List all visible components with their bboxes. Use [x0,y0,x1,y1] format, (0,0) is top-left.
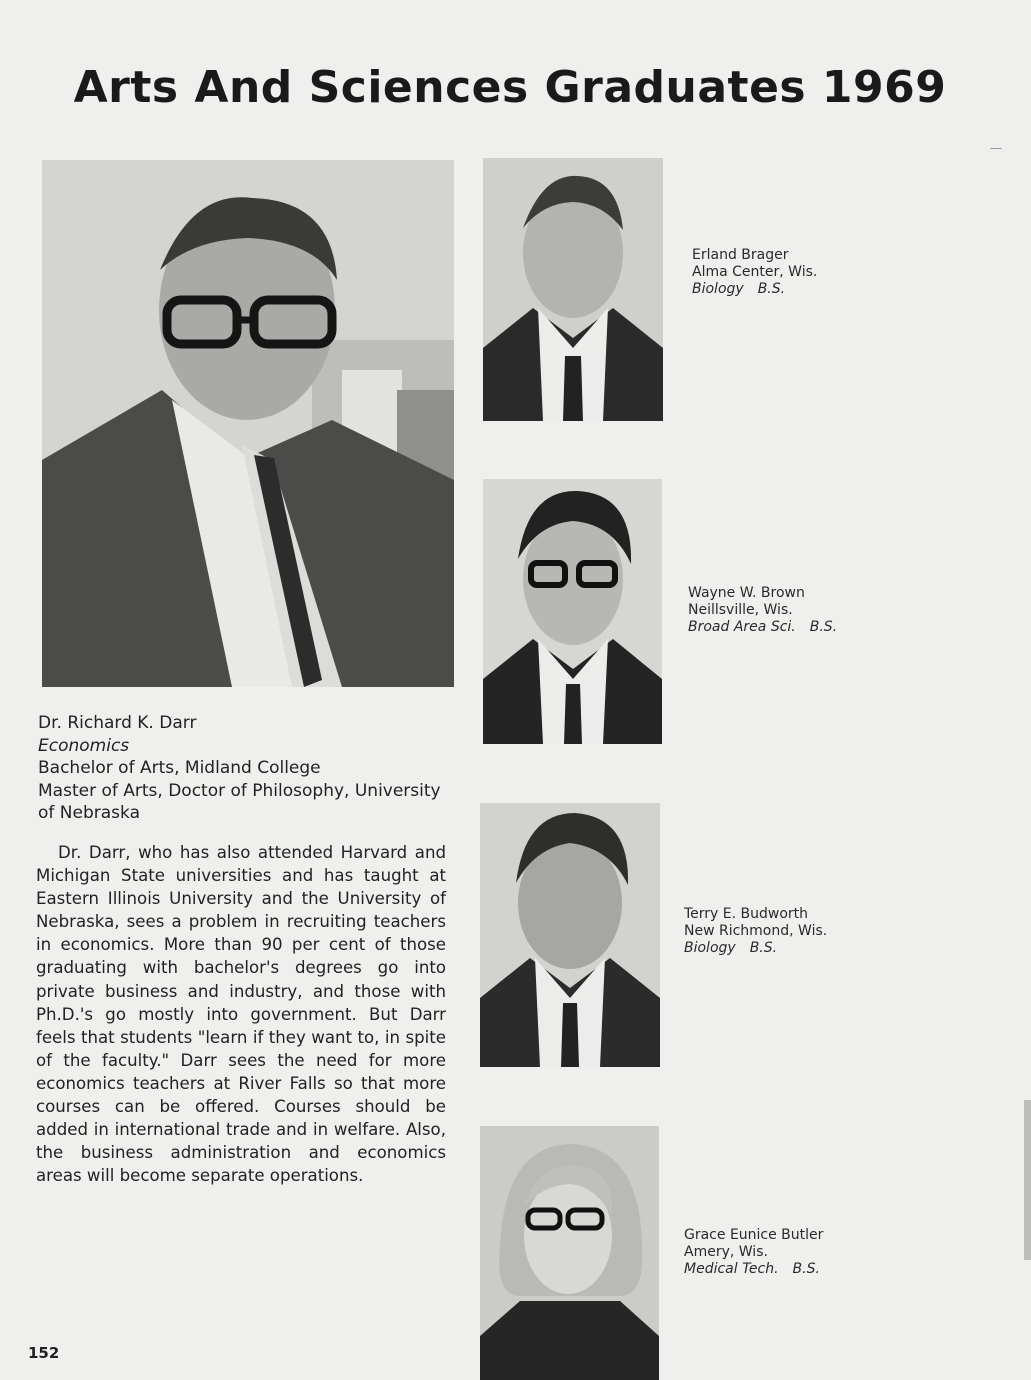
graduate-caption-3 [684,906,827,957]
graduate-photo-1 [483,158,663,421]
graduate-major: Biology [684,940,736,956]
graduate-name: Erland Brager [692,247,789,263]
graduate-hometown: Amery, Wis. [684,1244,768,1260]
graduate-name: Wayne W. Brown [688,585,805,601]
graduate-photo-3 [480,803,660,1067]
page-number: 152 [28,1344,60,1362]
professor-name: Dr. Richard K. Darr [38,713,197,733]
graduate-degree: B.S. [749,940,778,956]
graduate-hometown: New Richmond, Wis. [684,923,828,939]
professor-degree-1: Bachelor of Arts, Midland College [38,758,321,778]
edge-mark [990,148,1002,149]
graduate-name: Grace Eunice Butler [684,1227,824,1243]
page-title: Arts And Sciences Graduates 1969 [73,62,947,113]
graduate-name: Terry E. Budworth [684,906,809,922]
graduate-major: Biology [692,281,744,297]
graduate-degree: B.S. [757,281,786,297]
professor-photo [42,160,454,687]
graduate-major: Medical Tech. [684,1261,779,1277]
graduate-caption-2 [688,585,837,636]
page-edge-shadow [1024,1100,1031,1260]
graduate-degree: B.S. [792,1261,820,1277]
graduate-caption-4 [684,1227,823,1278]
graduate-photo-4 [480,1126,659,1380]
graduate-major: Broad Area Sci. [688,619,796,635]
professor-degree-2: Master of Arts, Doctor of Philosophy, University of Nebraska [38,780,441,823]
graduate-caption-1 [692,247,817,298]
professor-field: Economics [38,735,130,756]
graduate-degree: B.S. [809,619,838,635]
graduate-photo-2 [483,479,662,744]
professor-caption [38,712,458,825]
graduate-hometown: Alma Center, Wis. [692,264,818,280]
graduate-hometown: Neillsville, Wis. [688,602,793,618]
professor-bio: Dr. Darr, who has also attended Harvard and Michigan State universities and has taught at Eastern Illinois University and the University of Nebraska, sees a problem in recruiting teachers in economics. More than 90 per cent of those graduating with bachelor's degrees go into private business and industry, and those with Ph.D.'s go mostly into government. But Darr feels that students "learn if they want to, in spite of the faculty." Darr sees the need for more economics teachers at River Falls so that more courses can be offered. Courses should be added in international trade and in welfare. Also, the business administration and economics areas will become separate operations. [36,843,446,1186]
